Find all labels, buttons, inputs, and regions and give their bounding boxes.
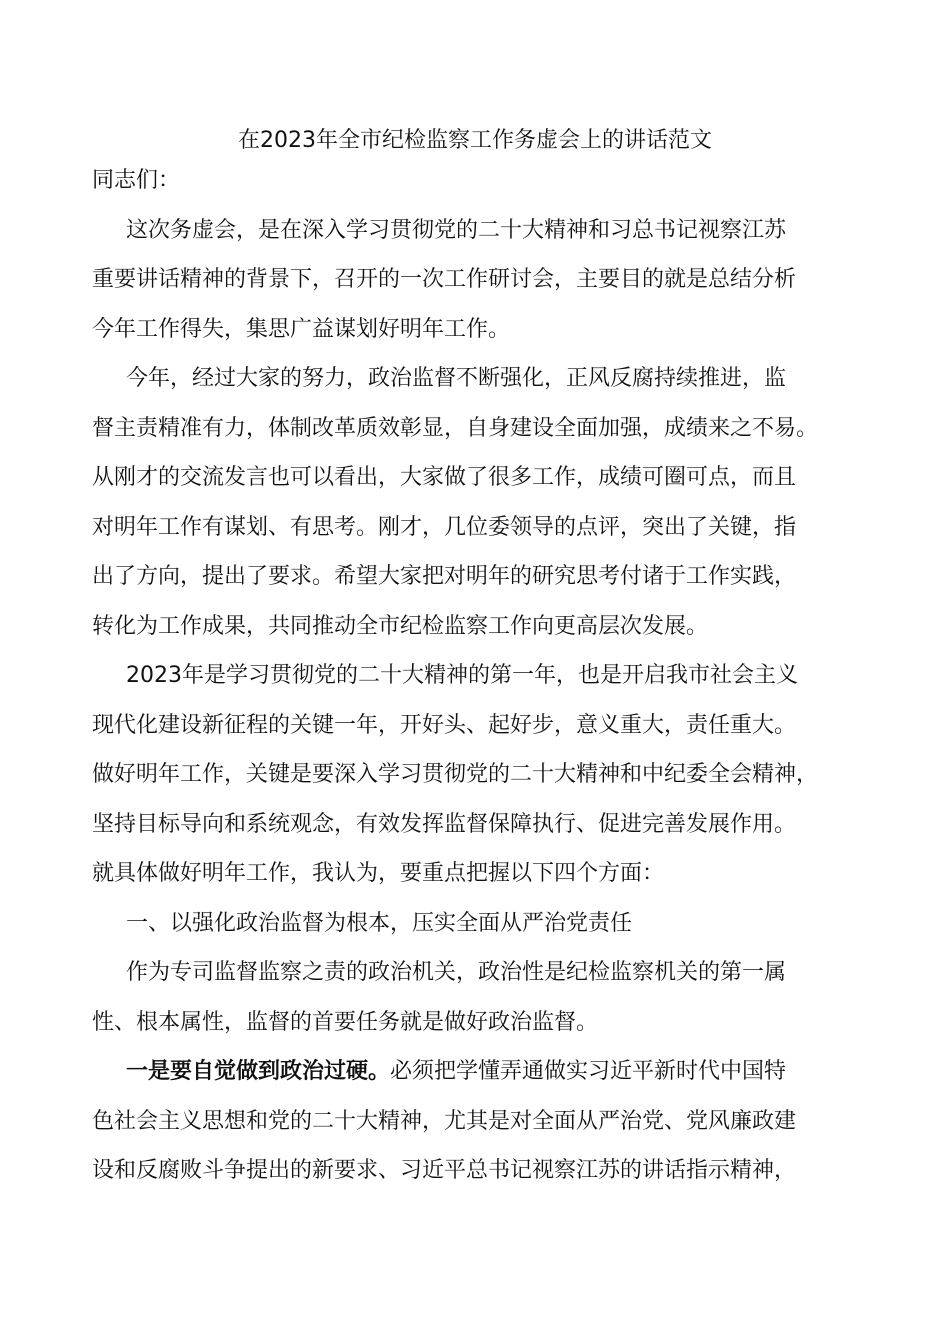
paragraph-line: 作为专司监督监察之责的政治机关，政治性是纪检监察机关的第一属 — [126, 960, 787, 985]
paragraph-line: 今年工作得失，集思广益谋划好明年工作。 — [92, 316, 511, 342]
paragraph-line: 色社会主义思想和党的二十大精神，尤其是对全面从严治党、党风廉政建 — [92, 1108, 797, 1134]
paragraph-line: 重要讲话精神的背景下，召开的一次工作研讨会，主要目的就是总结分析 — [92, 267, 797, 292]
bold-lead: 一是要自觉做到政治过硬。 — [126, 1059, 391, 1084]
paragraph-line: 对明年工作有谋划、有思考。刚才，几位委领导的点评，突出了关键，指 — [92, 514, 797, 540]
paragraph-line: 设和反腐败斗争提出的新要求、习近平总书记视察江苏的讲话指示精神， — [92, 1158, 797, 1183]
paragraph-line: 这次务虚会，是在深入学习贯彻党的二十大精神和习总书记视察江苏 — [126, 217, 787, 243]
document-body — [92, 156, 872, 1196]
paragraph-line: 现代化建设新征程的关键一年，开好头、起好步，意义重大，责任重大。 — [92, 712, 797, 738]
paragraph-line: 就具体做好明年工作，我认为，要重点把握以下四个方面： — [92, 861, 665, 886]
paragraph-line: 出了方向，提出了要求。希望大家把对明年的研究思考付诸于工作实践， — [92, 564, 797, 589]
salutation: 同志们： — [92, 168, 181, 193]
paragraph-line: 做好明年工作，关键是要深入学习贯彻党的二十大精神和中纪委全会精神， — [92, 762, 819, 787]
paragraph-line — [92, 1047, 872, 1097]
paragraph-line: 转化为工作成果，共同推动全市纪检监察工作向更高层次发展。 — [92, 613, 709, 639]
paragraph-line: 今年，经过大家的努力，政治监督不断强化，正风反腐持续推进，监 — [126, 366, 787, 391]
paragraph-line: 性、根本属性，监督的首要任务就是做好政治监督。 — [92, 1009, 599, 1035]
paragraph-line: 从刚才的交流发言也可以看出，大家做了很多工作，成绩可圈可点，而且 — [92, 465, 797, 490]
document-title: 在2023年全市纪检监察工作务虚会上的讲话范文 — [238, 128, 712, 153]
paragraph-line: 督主责精准有力，体制改革质效彰显，自身建设全面加强，成绩来之不易。 — [92, 415, 819, 441]
paragraph-text: 必须把学懂弄通做实习近平新时代中国特 — [390, 1059, 787, 1084]
paragraph-line: 坚持目标导向和系统观念，有效发挥监督保障执行、促进完善发展作用。 — [92, 811, 797, 837]
section-heading: 一、以强化政治监督为根本，压实全面从严治党责任 — [126, 910, 633, 936]
paragraph-line: 2023年是学习贯彻党的二十大精神的第一年，也是开启我市社会主义 — [126, 663, 798, 688]
